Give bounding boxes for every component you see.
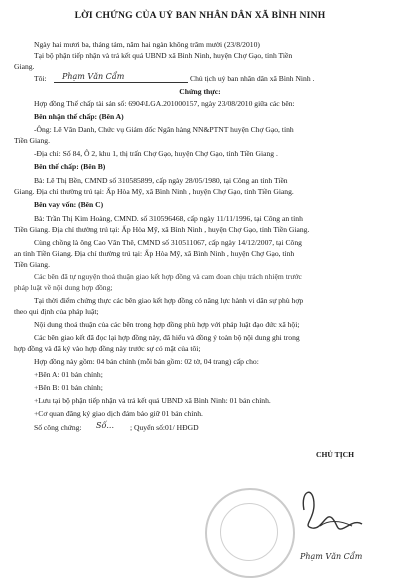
copies-line: Hợp đồng này gồm: 04 bản chính (mỗi bản gồm: 02 tờ, 04 trang) cấp cho:: [34, 357, 259, 366]
copy-registry: +Cơ quan đăng ký giao dịch đảm bảo giữ 01 bản chính.: [34, 409, 203, 418]
document-title: LỜI CHỨNG CỦA UỶ BAN NHÂN DÂN XÃ BÌNH NINH: [74, 10, 326, 21]
party-c-line5: Tiền Giang.: [14, 260, 51, 269]
intro-speaker-title: Chủ tịch uỷ ban nhân dân xã Bình Ninh .: [190, 74, 315, 83]
party-a-line2: Tiền Giang.: [14, 136, 51, 145]
intro-location-cont: Giang.: [14, 62, 35, 71]
copy-party-a: +Bên A: 01 bản chính;: [34, 370, 103, 379]
party-c-line3: Cùng chồng là ông Cao Văn Thê, CMND số 310511067, cấp ngày 14/12/2007, tại Công: [34, 238, 302, 247]
contract-line: Hợp đồng Thế chấp tài sản số: 6904\LGA.201000157, ngày 23/08/2010 giữa các bên:: [34, 99, 295, 108]
party-c-line4: an tỉnh Tiền Giang. Địa chỉ thường trú tại: Ấp Hòa Mỹ, xã Bình Ninh , huyện Chợ Gạo, tỉnh: [14, 249, 295, 258]
party-b-line1: Bà: Lê Thị Bền, CMND số 310585899, cấp ngày 28/05/1980, tại Công an tỉnh Tiền: [34, 176, 288, 185]
clause-2b: theo qui định của pháp luật;: [14, 307, 99, 316]
intro-speaker-name: Phạm Văn Cẩm: [62, 72, 125, 81]
party-a-line1: -Ông: Lê Văn Danh, Chức vụ Giám đốc Ngân hàng NN&PTNT huyện Chợ Gạo, tỉnh: [34, 125, 294, 134]
party-b-heading: Bên thế chấp: (Bên B): [34, 162, 106, 171]
ledger-prefix: Số công chứng:: [34, 423, 82, 432]
clause-4a: Các bên giao kết đã đọc lại hợp đồng này, đã hiểu và đồng ý toàn bộ nội dung ghi trong: [34, 333, 300, 342]
intro-date: Ngày hai mươi ba, tháng tám, năm hai ngàn không trăm mười (23/8/2010): [34, 40, 260, 49]
ledger-number: Số...: [96, 421, 115, 430]
party-c-line2: Tiền Giang. Địa chỉ thường trú tại: Ấp Hòa Mỹ, xã Bình Ninh , huyện Chợ Gạo, tỉnh Tiền Giang.: [14, 225, 310, 234]
signature-scribble: [292, 480, 376, 550]
clause-4b: hợp đồng và đã ký vào hợp đồng này trước sự có mặt của tôi;: [14, 344, 201, 353]
clause-3: Nội dung thoả thuận của các bên trong hợp đồng phù hợp với pháp luật đạo đức xã hội;: [34, 320, 300, 329]
party-c-line1: Bà: Trần Thị Kim Hoàng, CMND. số 310596468, cấp ngày 11/11/1996, tại Công an tỉnh: [34, 214, 303, 223]
signature-title: CHỦ TỊCH: [316, 450, 355, 459]
intro-location: Tại bộ phận tiếp nhận và trả kết quả UBND xã Bình Ninh, huyện Chợ Gạo, tỉnh Tiền: [34, 51, 293, 60]
party-b-line2: Giang. Địa chỉ thường trú tại: Ấp Hòa Mỹ, xã Bình Ninh , huyện Chợ Gạo, tỉnh Tiền Giang.: [14, 187, 294, 196]
name-blank-line: [54, 82, 188, 83]
signatory-name: Phạm Văn Cẩm: [300, 552, 363, 561]
clause-2a: Tại thời điểm chứng thực các bên giao kết hợp đồng có năng lực hành vi dân sự phù hợp: [34, 296, 304, 305]
copy-ubnd: +Lưu tại bộ phận tiếp nhận và trả kết quả UBND xã Bình Ninh: 01 bản chính.: [34, 396, 271, 405]
official-seal-inner: [220, 503, 278, 561]
copy-party-b: +Bên B: 01 bản chính;: [34, 383, 103, 392]
clause-1b: pháp luật về nội dung hợp đồng;: [14, 283, 113, 292]
party-a-address: -Địa chỉ: Số 84, Ô 2, khu 1, thị trấn Chợ Gạo, huyện Chợ Gạo, tỉnh Tiền Giang .: [34, 149, 278, 158]
party-c-heading: Bên vay vốn: (Bên C): [34, 200, 104, 209]
intro-speaker-prefix: Tôi:: [34, 74, 47, 83]
clause-1a: Các bên đã tự nguyện thoả thuận giao kết hợp đồng và cam đoan chịu trách nhiệm trước: [34, 272, 302, 281]
party-a-heading: Bên nhận thế chấp: (Bên A): [34, 112, 124, 121]
section-certify-heading: Chứng thực:: [179, 87, 221, 96]
ledger-suffix: ; Quyển số:01/ HĐGD: [130, 423, 199, 432]
